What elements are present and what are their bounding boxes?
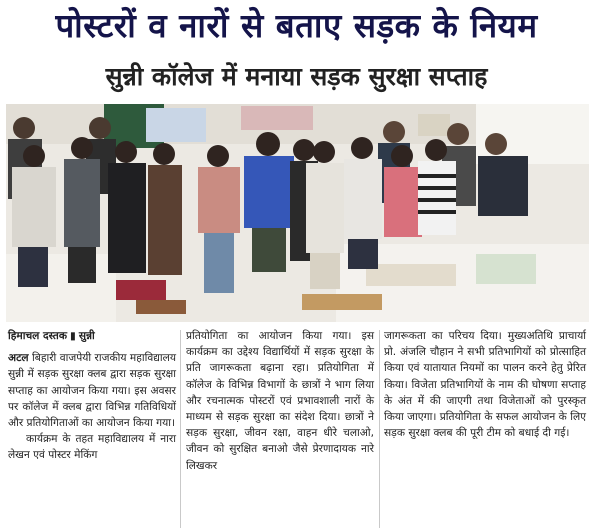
article-column-3 — [384, 328, 586, 441]
column-divider — [180, 330, 181, 528]
dateline-separator-icon: ▮ — [69, 330, 76, 342]
paragraph-1-text: बिहारी वाजपेयी राजकीय महाविद्यालय सुन्नी में सड़क सुरक्षा क्लब द्वारा सड़क सुरक्षा सप्ताह का आयोजन किया गया। इस अवसर पर कॉलेज में क्लब द्वारा विभिन्न गतिविधियों और प्रतियोगिताओं का आयोजन किया गया। — [8, 352, 176, 430]
dateline-source: हिमाचल दस्तक — [8, 330, 67, 342]
article-column-2 — [186, 328, 374, 474]
group-photo-illustration — [6, 104, 589, 322]
lead-word: अटल — [8, 352, 29, 365]
article-column-1 — [8, 328, 176, 464]
paragraph-2-text: कार्यक्रम के तहत महाविद्यालय में नारा लेखन एवं पोस्टर मेकिंग — [8, 433, 176, 462]
column-divider — [379, 330, 380, 528]
dateline-location: सुन्नी — [78, 330, 95, 342]
paragraph-1 — [8, 350, 176, 431]
paragraph-2 — [8, 431, 176, 463]
paragraph-4: जागरूकता का परिचय दिया। मुख्यअतिथि प्राचार्या प्रो. अंजलि चौहान ने सभी प्रतिभागियों को प्रोत्साहित किया एवं यातायात नियमों का पालन करने हेतु प्रेरित किया। विजेता प्रतिभागियों के नाम की घोषणा सप्ताह के अंत में की जाएगी तथा विजेताओं को पुरस्कृत किया जाएगा। प्रतियोगिता के सफल आयोजन के लिए सड़क सुरक्षा क्लब की पूरी टीम को बधाई दी गई। — [384, 330, 586, 440]
subheadline: सुन्नी कॉलेज में मनाया सड़क सुरक्षा सप्ताह — [105, 62, 488, 91]
paragraph-3: प्रतियोगिता का आयोजन किया गया। इस कार्यक्रम का उद्देश्य विद्यार्थियों में सड़क सुरक्षा के प्रति जागरूकता बढ़ाना रहा। प्रतियोगिता में कॉलेज के विभिन्न विभागों के छात्रों ने भाग लिया और रचनात्मक पोस्टरों एवं प्रभावशाली नारों के माध्यम से सड़क सुरक्षा का संदेश दिया। छात्रों ने सड़क सुरक्षा, जीवन रक्षा, वाहन धीरे चलाओ, जीवन को सुरक्षित बनाओ जैसे प्रेरणादायक नारे लिखकर — [186, 330, 374, 472]
headline: पोस्टरों व नारों से बताए सड़क के नियम — [55, 6, 538, 45]
dateline — [8, 328, 176, 344]
group-photo — [6, 104, 589, 322]
article-body — [0, 328, 592, 532]
